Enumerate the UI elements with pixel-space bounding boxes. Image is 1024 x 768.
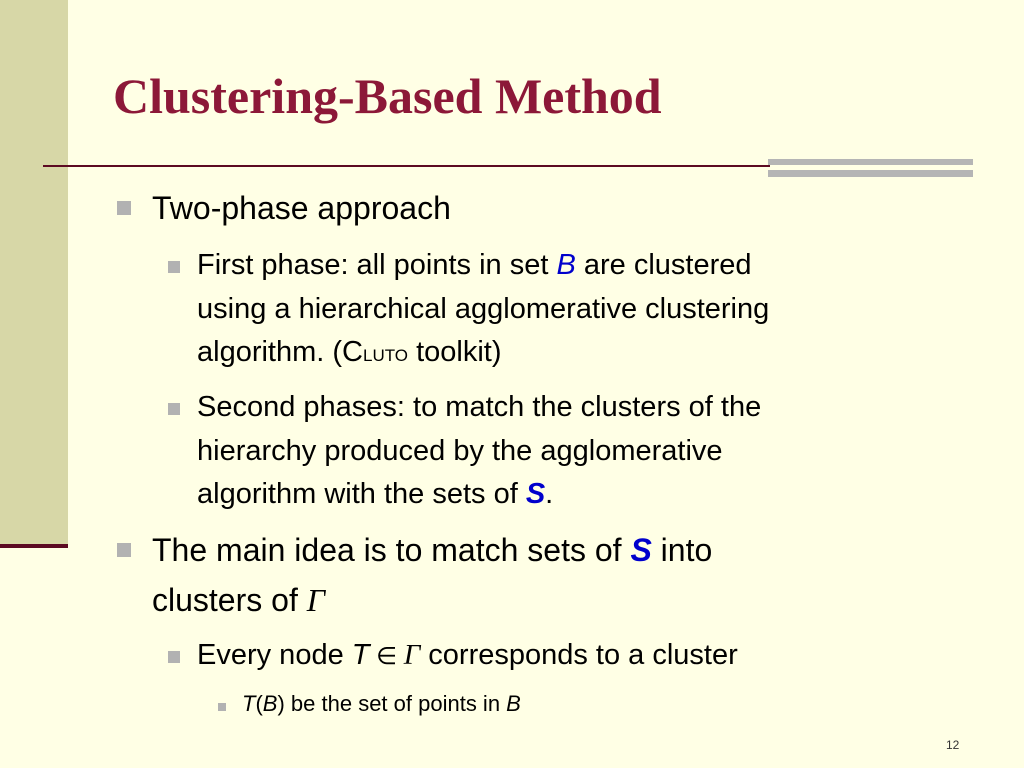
- left-decorative-band: [0, 0, 68, 546]
- bullet-square-icon: [168, 651, 180, 663]
- bullet-square-icon: [117, 201, 131, 215]
- set-s-symbol: S: [630, 532, 652, 568]
- slide-title: Clustering-Based Method: [113, 68, 662, 124]
- subsubbullet-t-of-b: T(B) be the set of points in B: [242, 691, 521, 716]
- subbullet-second-phase-line2: hierarchy produced by the agglomerative: [197, 435, 723, 467]
- set-s-symbol: S: [525, 478, 546, 510]
- bullet-main-idea-line2: clusters of Γ: [152, 582, 325, 618]
- set-b-symbol: B: [556, 249, 576, 281]
- bullet-square-icon: [168, 403, 180, 415]
- title-accent-bar-top: [768, 159, 973, 165]
- subbullet-second-phase-line3: algorithm with the sets of S.: [197, 478, 554, 510]
- gamma-symbol: Γ: [403, 639, 421, 671]
- cluto-subscript: LUTO: [363, 346, 409, 365]
- node-t-symbol: T: [351, 639, 370, 671]
- subbullet-first-phase-line1: First phase: all points in set B are clustered: [197, 249, 752, 281]
- subbullet-every-node: Every node T ∈ Γ corresponds to a cluster: [197, 639, 738, 671]
- bullet-square-icon: [218, 703, 226, 711]
- title-underline: [43, 165, 770, 167]
- subbullet-first-phase-line2: using a hierarchical agglomerative clustering: [197, 293, 770, 325]
- bullet-square-icon: [168, 261, 180, 273]
- subbullet-first-phase-line3: algorithm. (CLUTO toolkit): [197, 336, 502, 368]
- bullet-main-idea-line1: The main idea is to match sets of S into: [152, 532, 713, 568]
- title-accent-bar-bottom: [768, 170, 973, 177]
- subbullet-second-phase-line1: Second phases: to match the clusters of the: [197, 391, 762, 423]
- page-number: 12: [946, 738, 960, 752]
- element-of-symbol: ∈: [369, 643, 404, 670]
- bullet-square-icon: [117, 543, 131, 557]
- bullet-two-phase: Two-phase approach: [152, 190, 451, 226]
- left-decorative-rule: [0, 544, 68, 548]
- gamma-symbol: Γ: [306, 582, 325, 618]
